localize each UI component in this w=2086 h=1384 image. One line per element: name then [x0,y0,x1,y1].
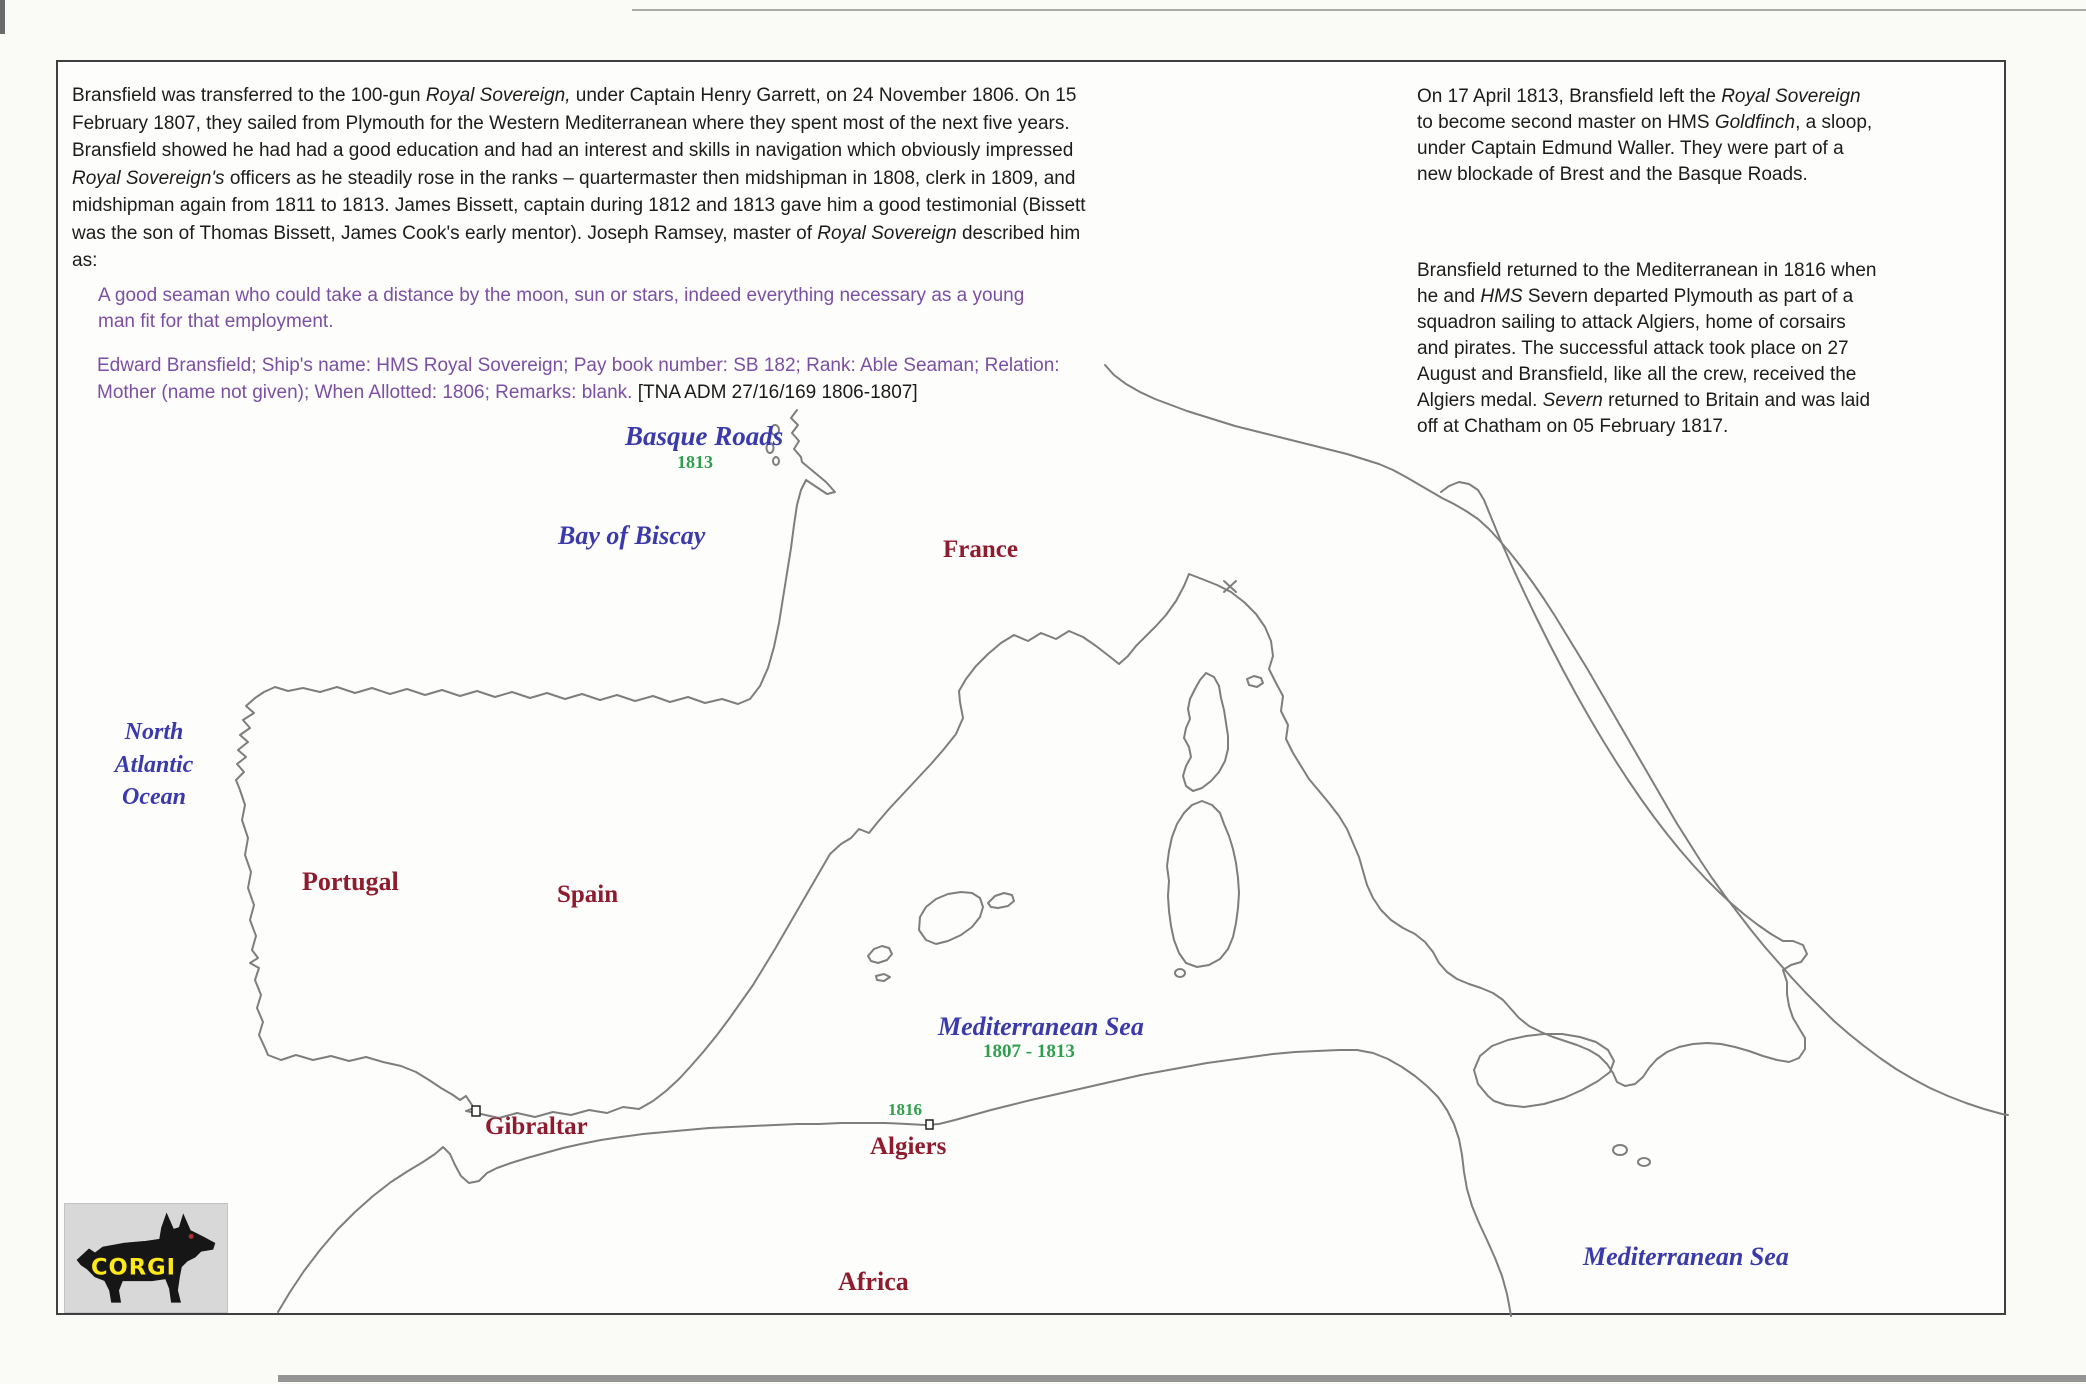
island-mallorca [919,892,983,944]
island-french-coast-3 [773,457,779,465]
label-france: France [943,536,1018,563]
label-gibraltar: Gibraltar [485,1113,588,1140]
corgi-logo [64,1203,228,1313]
right-paragraph-goldfinch [1417,84,1872,188]
label-mediterranean-sea-southeast: Mediterranean Sea [1583,1242,1789,1271]
island-sicily [1474,1034,1614,1107]
text-segment: Royal Sovereign's [72,167,225,189]
island-sardinia [1167,801,1239,967]
corgi-dog-icon [65,1204,227,1312]
text-segment: Goldfinch [1714,112,1796,133]
islet-south-sardinia [1175,969,1185,977]
label-mediterranean-years: 1807 - 1813 [983,1041,1075,1062]
island-malta [1613,1145,1627,1155]
label-north-atlantic-ocean [88,716,220,814]
pay-book-record [97,352,1060,406]
text-segment: August and Bransfield, like all the crew, received the [1417,364,1857,385]
island-ibiza [868,946,892,963]
quote-paragraph [98,283,1024,335]
text-segment: under Captain Henry Garrett, on 24 November 1806. On 15 [570,85,1077,106]
text-segment: midshipman again from 1811 to 1813. James Bissett, captain during 1812 and 1813 gave him a good testimonial (Bissett [72,195,1086,216]
map-cross-mark [1224,581,1236,592]
text-segment: Edward Bransfield; Ship's name: HMS Royal Sovereign; Pay book number: SB 182; Rank: Able Seaman; Relation: [97,355,1060,376]
text-segment: , a sloop, [1795,112,1873,133]
text-segment: officers as he steadily rose in the ranks – quartermaster then midshipman in 1808, clerk in 1809, and [224,167,1076,189]
label-algiers: Algiers [870,1133,947,1160]
label-bay-of-biscay: Bay of Biscay [558,521,706,550]
label-mediterranean-sea-central: Mediterranean Sea [938,1012,1144,1041]
label-portugal: Portugal [302,867,399,896]
right-paragraph-severn [1417,258,1876,440]
label-north-atlantic-line3: Ocean [122,784,186,810]
text-segment: Royal Sovereign [1721,86,1861,107]
text-segment: returned to Britain and was laid [1602,390,1871,411]
text-segment: Bransfield was transferred to the 100-gun [72,85,426,106]
label-africa: Africa [838,1267,909,1296]
island-corsica [1183,673,1228,791]
text-segment: off at Chatham on 05 February 1817. [1417,416,1729,437]
text-segment: described him [956,222,1081,244]
text-segment: man fit for that employment. [98,311,334,332]
text-segment: as: [72,250,98,271]
text-segment: new blockade of Brest and the Basque Roads. [1417,164,1808,185]
label-spain: Spain [557,881,619,908]
island-gozo [1638,1158,1650,1166]
label-basque-roads: Basque Roads [625,421,784,451]
island-elba [1247,676,1263,687]
label-north-atlantic-line1: North [124,719,184,745]
text-segment: and pirates. The successful attack took place on 27 [1417,338,1849,359]
text-segment: Royal Sovereign, [425,85,571,106]
text-segment: he and [1417,286,1481,307]
algiers-marker [926,1120,933,1129]
corgi-logo-text: CORGI [91,1254,177,1281]
text-segment: Severn [1542,390,1603,411]
text-segment: On 17 April 1813, Bransfield left the [1417,86,1722,107]
text-segment: squadron sailing to attack Algiers, home of corsairs [1417,312,1846,333]
text-segment: [TNA ADM 27/16/169 1806-1807] [637,382,918,403]
text-segment: Bransfield showed he had had a good education and had an interest and skills in navigation which obviously impressed [72,140,1074,161]
text-segment: Royal Sovereign [817,222,957,244]
left-main-paragraph [72,82,1086,275]
text-segment: HMS [1480,286,1523,307]
label-basque-roads-year: 1813 [677,452,713,472]
text-segment: Bransfield returned to the Mediterranean in 1816 when [1417,260,1877,281]
corgi-eye [189,1234,194,1239]
text-segment: Algiers medal. [1417,390,1543,411]
text-segment: Severn departed Plymouth as part of a [1522,286,1854,307]
text-segment: to become second master on HMS [1417,112,1715,133]
text-segment: under Captain Edmund Waller. They were part of a [1417,138,1844,159]
label-north-atlantic-line2: Atlantic [114,751,194,778]
text-segment: A good seaman who could take a distance by the moon, sun or stars, indeed everything necessary as a young [98,285,1025,306]
text-segment: was the son of Thomas Bissett, James Cook's early mentor). Joseph Ramsey, master of [72,222,818,244]
coastline-adriatic-balkans [1105,365,2008,1115]
island-formentera [876,974,890,981]
island-menorca [988,893,1014,908]
text-segment: February 1807, they sailed from Plymouth for the Western Mediterranean where they spent most of the next five years. [72,112,1070,134]
text-segment: Mother (name not given); When Allotted: 1806; Remarks: blank. [97,382,638,403]
label-algiers-year: 1816 [888,1100,922,1119]
gibraltar-marker [472,1106,480,1116]
